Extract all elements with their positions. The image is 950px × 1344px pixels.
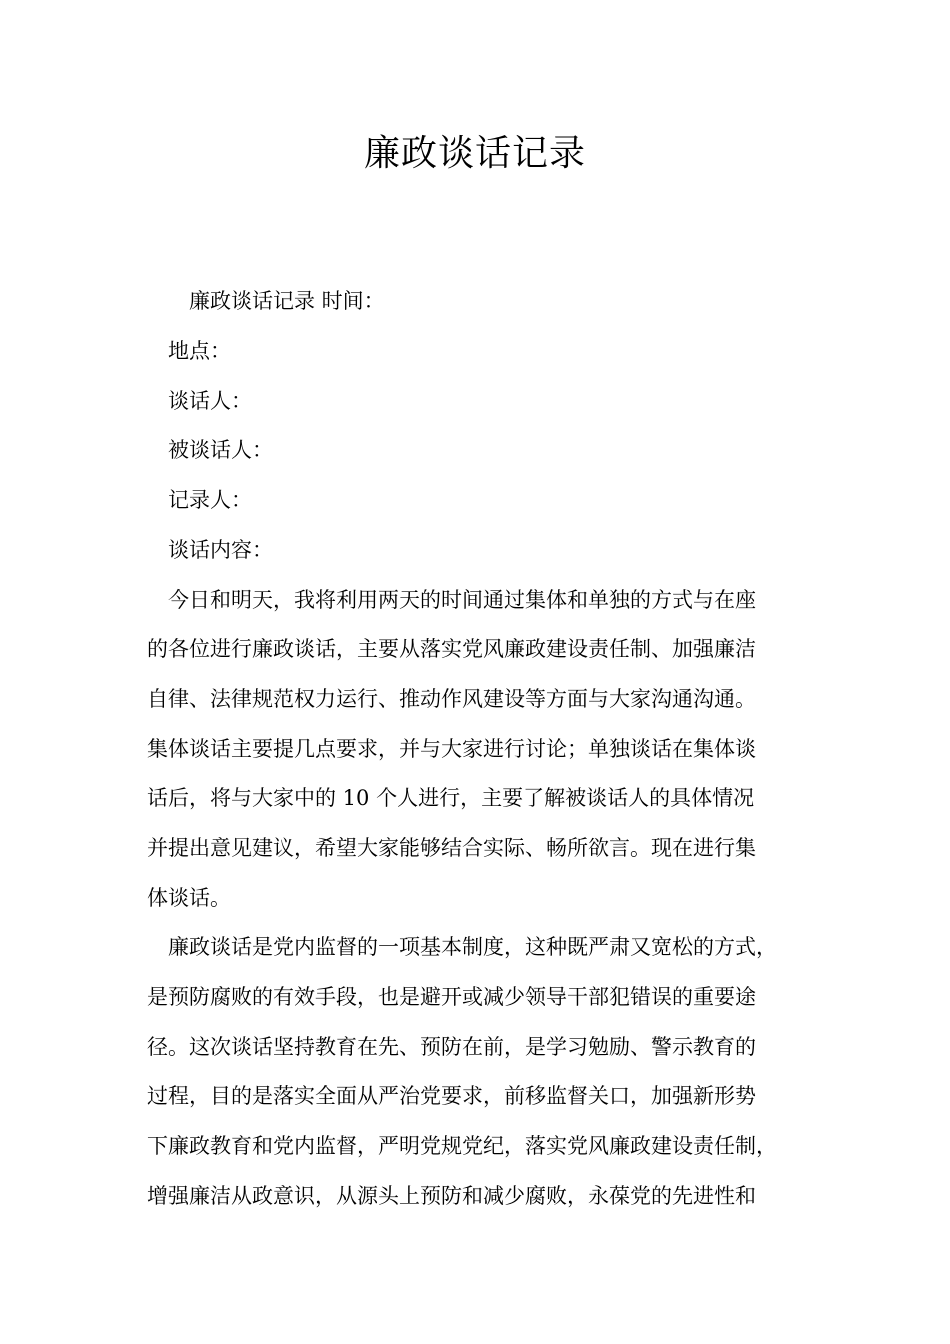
paragraph-2-line: 径。这次谈话坚持教育在先、预防在前，是学习勉励、警示教育的 [147, 1035, 756, 1059]
paragraph-2-line: 是预防腐败的有效手段，也是避开或减少领导干部犯错误的重要途 [147, 985, 756, 1009]
paragraph-1-line: 自律、法律规范权力运行、推动作风建设等方面与大家沟通沟通。 [147, 687, 756, 711]
content-label: 谈话内容： [168, 538, 273, 562]
paragraph-1-line: 体谈话。 [147, 886, 231, 910]
paragraph-2-line: 过程，目的是落实全面从严治党要求，前移监督关口，加强新形势 [147, 1084, 756, 1108]
speaker-field: 谈话人： [168, 389, 252, 413]
paragraph-1-line: 并提出意见建议，希望大家能够结合实际、畅所欲言。现在进行集 [147, 836, 756, 860]
paragraph-1-line: 集体谈话主要提几点要求，并与大家进行讨论；单独谈话在集体谈 [147, 737, 756, 761]
paragraph-1-line: 今日和明天，我将利用两天的时间通过集体和单独的方式与在座 [168, 588, 756, 612]
paragraph-2-line: 下廉政教育和党内监督，严明党规党纪，落实党风廉政建设责任制， [147, 1134, 777, 1158]
place-field: 地点： [168, 339, 231, 363]
paragraph-1-line: 的各位进行廉政谈话，主要从落实党风廉政建设责任制、加强廉洁 [147, 637, 756, 661]
paragraph-2-line: 廉政谈话是党内监督的一项基本制度，这种既严肃又宽松的方式， [168, 935, 777, 959]
paragraph-1-line: 话后，将与大家中的 10 个人进行，主要了解被谈话人的具体情况 [147, 786, 755, 810]
document-title: 廉政谈话记录 [363, 133, 586, 174]
time-field-line: 廉政谈话记录 时间： [189, 289, 385, 313]
recorder-field: 记录人： [168, 488, 252, 512]
paragraph-2-line: 增强廉洁从政意识，从源头上预防和减少腐败，永葆党的先进性和 [147, 1184, 756, 1208]
interviewee-field: 被谈话人： [168, 438, 273, 462]
